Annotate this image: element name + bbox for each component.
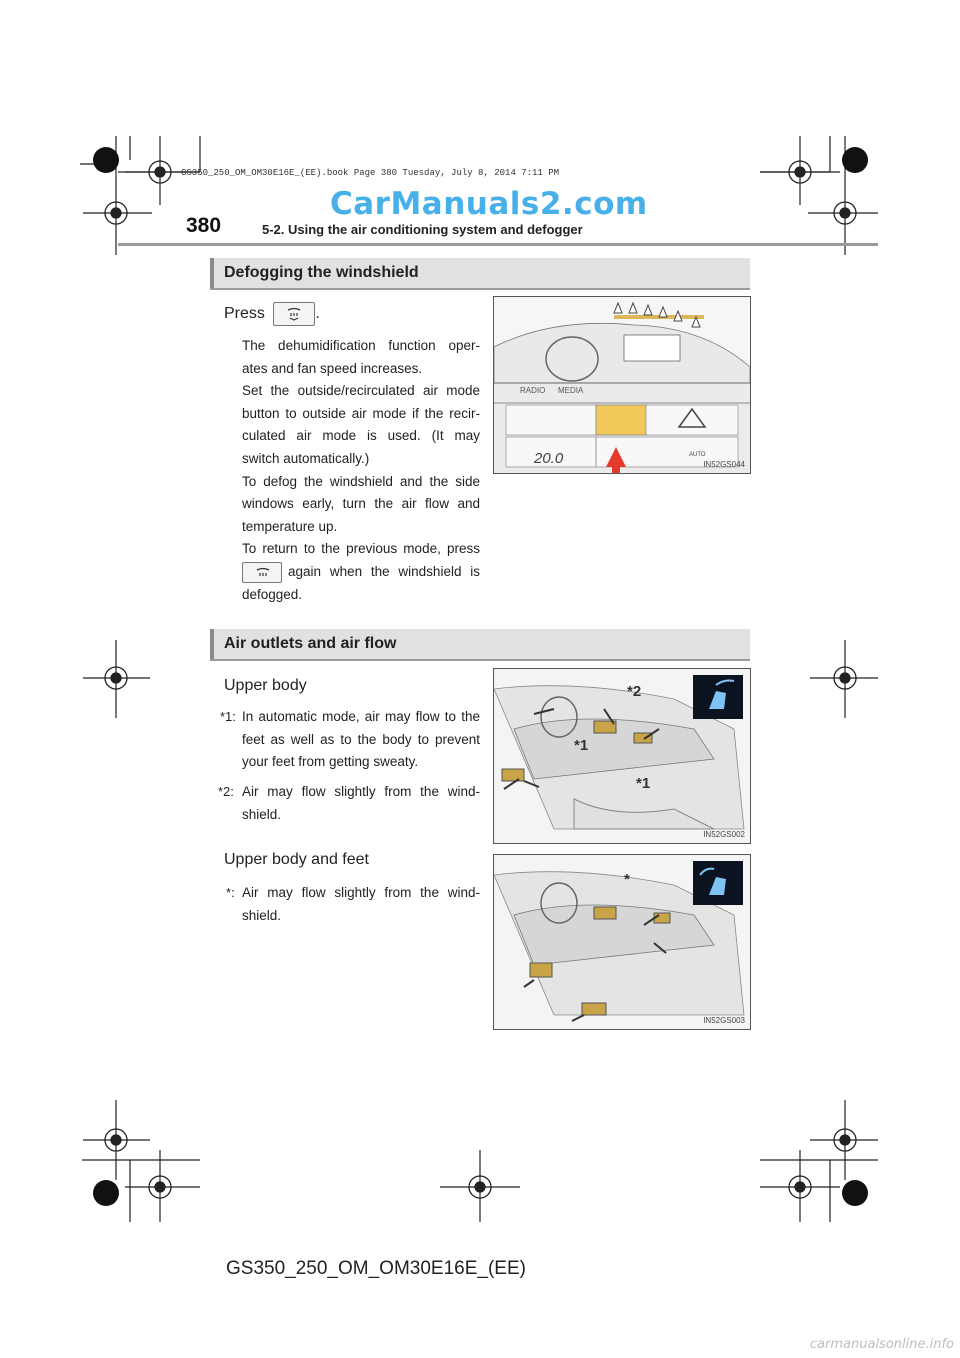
footer-code: GS350_250_OM_OM30E16E_(EE) [226, 1258, 526, 1279]
section-title: 5-2. Using the air conditioning system and defogger [262, 222, 583, 237]
section-heading-outlets: Air outlets and air flow [210, 629, 750, 661]
upper-feet-note: *: Air may flow slightly from the wind- shield. [226, 885, 480, 923]
upper-feet-figure [493, 854, 751, 1030]
dashboard-illustration [494, 297, 750, 473]
windshield-defog-button-icon [273, 302, 315, 326]
auto-button-label: AUTO [689, 452, 706, 458]
upper-body-figure [493, 668, 751, 844]
section-heading-defog: Defogging the windshield [210, 258, 750, 290]
upper-feet-title: Upper body and feet [224, 851, 369, 868]
figure-code: IN52GS003 [703, 1016, 745, 1025]
panel-label-radio: RADIO [520, 386, 546, 395]
figure-mark-star: * [624, 871, 630, 888]
figure-code: IN52GS002 [703, 830, 745, 839]
upper-body-note-2: *2: Air may flow slightly from the wind- shield. [218, 784, 480, 822]
watermark-bottom[interactable]: carmanualsonline.info [809, 1337, 954, 1352]
figure-mark-star1-b: *1 [636, 775, 651, 792]
header-rule [118, 243, 878, 246]
temperature-display: 20.0 [534, 450, 564, 467]
figure-code: IN52GS044 [703, 460, 745, 469]
cabin-airflow-illustration [494, 669, 750, 843]
defog-description: The dehumidification function oper- ates and fan speed increases. Set the outside/recirculated air mode button to outside air mode if the recir- culated air mode is used. (It may switch automatically.) To defog the windshield and the side windows early, turn the air flow and temperature up. To return to the previous mode, press again when the windshield is defogged. [242, 338, 480, 602]
print-header: GS350_250_OM_OM30E16E_(EE).book Page 380 Tuesday, July 8, 2014 7:11 PM [181, 168, 560, 178]
figure-mark-star2: *2 [627, 683, 642, 700]
upper-body-title: Upper body [224, 677, 307, 694]
page-number: 380 [186, 214, 222, 237]
panel-label-media: MEDIA [558, 386, 584, 395]
figure-mark-star1-a: *1 [574, 737, 589, 754]
watermark-logo[interactable]: CarManuals2.com [330, 186, 648, 222]
windshield-defog-button-icon [242, 562, 282, 583]
defog-figure [493, 296, 751, 474]
press-instruction: Press . [224, 302, 320, 326]
upper-body-note-1: *1: In automatic mode, air may flow to the feet as well as to the body to prevent your feet from getting sweaty. [220, 709, 480, 770]
cabin-airflow-feet-illustration [494, 855, 750, 1029]
